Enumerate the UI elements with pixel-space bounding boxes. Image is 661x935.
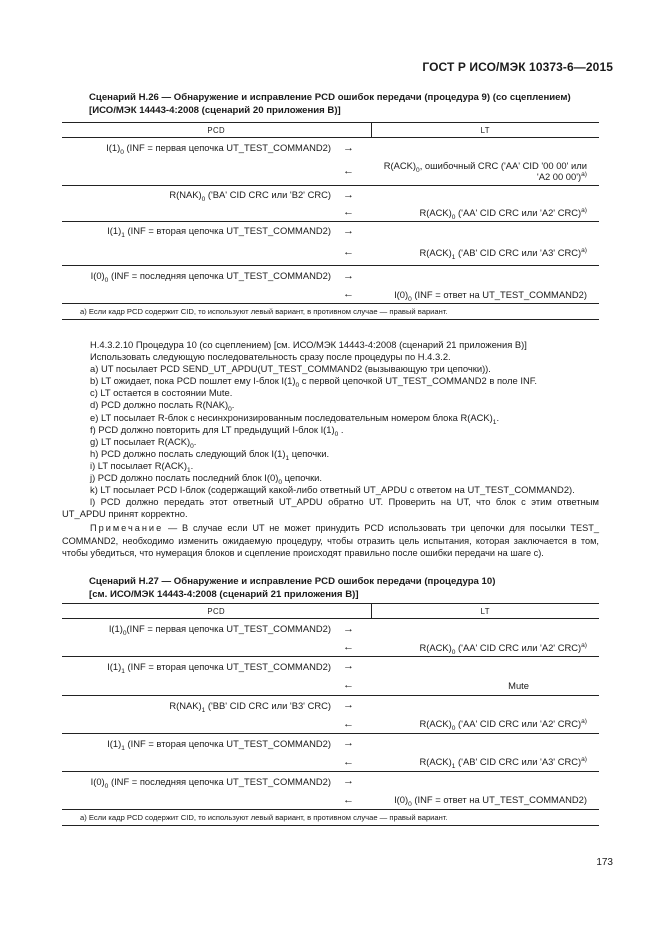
- note-label: Примечание: [90, 523, 164, 533]
- step-l: l) PCD должно передать этот ответный UT_APDU обратно UT. Проверить на UT, что блок с этим ответным UT_APDU принят корректно.: [62, 496, 599, 520]
- paragraph: Использовать следующую последовательность сразу после процедуры по Н.4.3.2.: [90, 351, 451, 363]
- arrow-right-icon: →: [337, 734, 371, 753]
- pcd-message: $I(1)_0$ (INF = первая цепочка UT_TEST_COMMAND2): [106, 142, 331, 157]
- procedure-10-text: [62, 339, 599, 520]
- lt-message: $I(0)_0$ (INF = ответ на UT_TEST_COMMAND2): [394, 288, 587, 303]
- step-j: j) PCD должно послать последний блок $I(0)_0$ цепочки.: [90, 472, 323, 487]
- pcd-message: $R(NAK)_0$ ('BA' CID CRC или 'B2' CRC): [62, 186, 337, 204]
- pcd-message: $I(1)_0(INF$ = первая цепочка UT_TEST_COMMAND2): [108, 623, 331, 638]
- arrow-left-icon: ←: [343, 717, 354, 730]
- step-a: a) UT посылает PCD SEND_UT_APDU(UT_TEST_COMMAND2 (вызывающую три цепочки)).: [90, 363, 491, 375]
- step-f: f) PCD должно повторить для LT предыдущий I-блок $I(1)_0$ .: [90, 423, 344, 438]
- note: [62, 522, 599, 560]
- scenario-26-caption: [89, 91, 609, 117]
- document-header: ГОСТ Р ИСО/МЭК 10373-6—2015: [422, 60, 613, 74]
- column-header-pcd: PCD: [62, 604, 371, 619]
- arrow-right-icon: →: [343, 141, 354, 154]
- table-footnote: a) Если кадр PCD содержит CID, то используют левый вариант, в противном случае — правый вариант.: [62, 304, 599, 320]
- column-header-lt: LT: [371, 123, 599, 138]
- caption-line: Сценарий Н.26 — Обнаружение и исправление PCD ошибок передачи (процедура 9) (со сцеплением): [89, 92, 571, 103]
- pcd-message: $R(NAK)_1$ ('BB' CID CRC или 'B3' CRC): [62, 696, 337, 715]
- pcd-message: $I(0)_0$ (INF = последняя цепочка UT_TEST_COMMAND2): [62, 266, 337, 286]
- column-header-pcd: PCD: [62, 123, 371, 138]
- scenario-27-table: [62, 603, 599, 826]
- page-number: 173: [596, 857, 613, 868]
- column-header-lt: LT: [371, 604, 599, 619]
- arrow-left-icon: ←: [343, 165, 354, 178]
- table-footnote: a) Если кадр PCD содержит CID, то используют левый вариант, в противном случае — правый вариант.: [62, 810, 599, 826]
- caption-line: [ИСО/МЭК 14443-4:2008 (сценарий 20 приложения В)]: [89, 105, 341, 116]
- step-b: b) LT ожидает, пока PCD пошлет ему I-блок $I(1)_0$ с первой цепочкой UT_TEST_COMMAND2 в поле INF.: [90, 375, 537, 390]
- pcd-message: $I(0)_0$ (INF = последняя цепочка UT_TEST_COMMAND2): [62, 772, 337, 791]
- section-title: Н.4.3.2.10 Процедура 10 (со сцеплением) [см. ИСО/МЭК 14443-4:2008 (сценарий 21 приложения В)]: [90, 339, 527, 350]
- arrow-left-icon: ←: [343, 679, 354, 692]
- lt-message: $R(ACK)_1$ ('AB' CID CRC или 'A3' CRC)$^{a)}$: [419, 756, 587, 771]
- arrow-left-icon: ←: [343, 246, 354, 259]
- arrow-right-icon: →: [337, 186, 371, 204]
- pcd-message: $I(1)_1$ (INF = вторая цепочка UT_TEST_COMMAND2): [62, 657, 337, 676]
- caption-line: [см. ИСО/МЭК 14443-4:2008 (сценарий 21 приложения В)]: [89, 589, 359, 600]
- step-h: h) PCD должно послать следующий блок $I(1)_1$ цепочки.: [90, 447, 330, 462]
- note-text: — В случае если UT не может принудить PCD использовать три цепочки для посылки TEST_ COMMAND2, необходимо изменить ожидаемую процедуру, чтобы отразить цель испытания, которая заключается в том, чтобы убедиться, что нумерация блоков и сцепление происходят правильно после ошибки передачи на шаге c).: [62, 523, 599, 558]
- arrow-right-icon: →: [337, 772, 371, 791]
- step-i: i) LT посылает $R(ACK)_1$.: [90, 459, 194, 474]
- pcd-message: $I(1)_1$ (INF = вторая цепочка UT_TEST_COMMAND2): [62, 222, 337, 240]
- arrow-left-icon: ←: [343, 641, 354, 654]
- scenario-26-table: [62, 122, 599, 320]
- lt-message: $R(ACK)_0$, ошибочный CRC ('AA' CID '00 00' или 'A2 00 00')$^{a)}$: [383, 160, 587, 183]
- lt-message: $R(ACK)_1$ ('AB' CID CRC или 'A3' CRC)$^{a)}$: [419, 246, 587, 261]
- step-c: c) LT остается в состоянии Mute.: [90, 387, 233, 399]
- step-e: e) LT посылает R-блок с несинхронизированным последовательным номером блока $R(ACK)_1$.: [90, 411, 500, 426]
- caption-line: Сценарий Н.27 — Обнаружение и исправление PCD ошибок передачи (процедура 10): [89, 576, 496, 587]
- lt-message: $R(ACK)_0$ ('AA' CID CRC или 'A2' CRC)$^{a)}$: [419, 206, 587, 221]
- arrow-right-icon: →: [337, 696, 371, 715]
- lt-message: $R(ACK)_0$ ('AA' CID CRC или 'A2' CRC)$^{a)}$: [419, 718, 587, 733]
- step-k: k) LT посылает PCD I-блок (содержащий какой-либо ответный UT_APDU с ответом на UT_TEST_COMMAND2).: [90, 484, 575, 496]
- arrow-left-icon: ←: [343, 793, 354, 806]
- lt-message: $R(ACK)_0$ ('AA' CID CRC или 'A2' CRC)$^{a)}$: [419, 641, 587, 656]
- arrow-right-icon: →: [337, 266, 371, 286]
- arrow-left-icon: ←: [343, 206, 354, 219]
- arrow-left-icon: ←: [343, 288, 354, 301]
- lt-message: Mute: [508, 679, 529, 691]
- arrow-right-icon: →: [337, 657, 371, 676]
- lt-message: $I(0)_0$ (INF = ответ на UT_TEST_COMMAND2): [394, 794, 587, 809]
- scenario-27-caption: [89, 575, 609, 601]
- arrow-right-icon: →: [343, 622, 354, 635]
- pcd-message: $I(1)_1$ (INF = вторая цепочка UT_TEST_COMMAND2): [62, 734, 337, 753]
- step-d: d) PCD должно послать $R(NAK)_0$.: [90, 399, 235, 414]
- arrow-left-icon: ←: [343, 755, 354, 768]
- step-g: g) LT посылает $R(ACK)_0$.: [90, 435, 197, 450]
- arrow-right-icon: →: [337, 222, 371, 240]
